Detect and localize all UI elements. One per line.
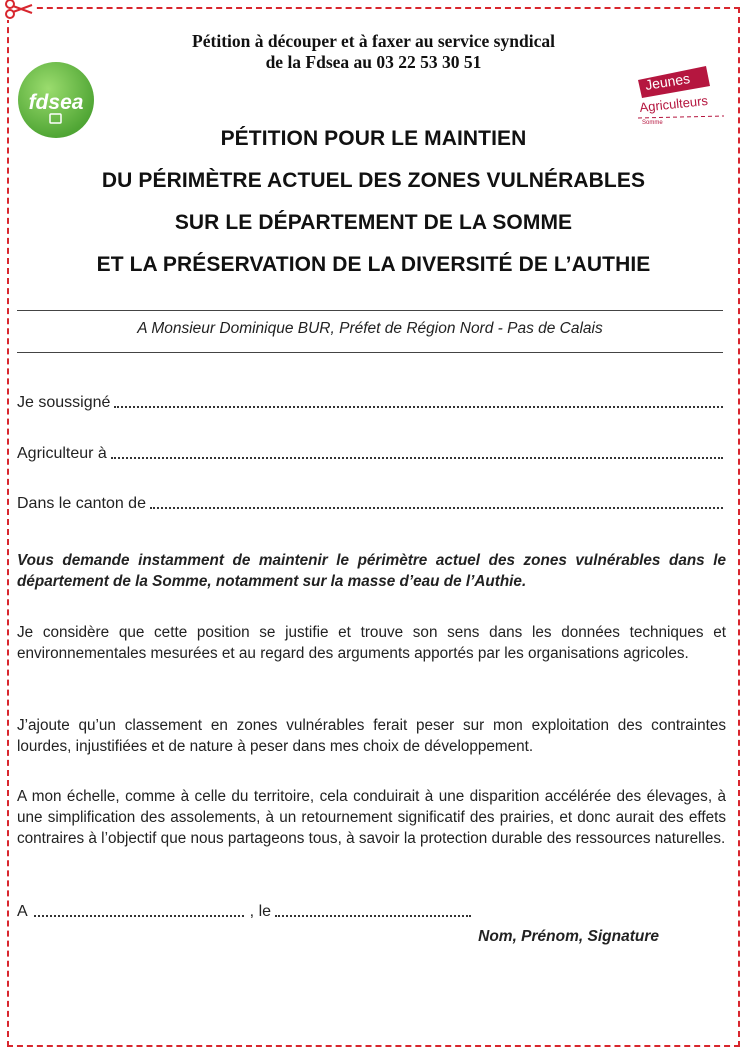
fax-instructions [110, 31, 637, 73]
demand-paragraph: Vous demande instamment de maintenir le périmètre actuel des zones vulnérables dans le département de la Somme, notamment sur la masse d’eau de l’Authie. [17, 552, 726, 590]
ja-logo-text-somme: Somme [642, 120, 663, 126]
soussigne-field[interactable] [17, 392, 723, 412]
title-line4: ET LA PRÉSERVATION DE LA DIVERSITÉ DE L’AUTHIE [96, 253, 651, 276]
agriculteur-label: Agriculteur à [17, 445, 107, 462]
place-label: A [17, 903, 28, 920]
title-line2: DU PÉRIMÈTRE ACTUEL DES ZONES VULNÉRABLES [101, 169, 646, 192]
canton-fill-line[interactable] [150, 507, 723, 509]
fax-instructions-line1: Pétition à découper et à faxer au service syndical [192, 31, 555, 51]
place-fill-line[interactable] [34, 915, 244, 917]
scissors-icon [2, 0, 36, 20]
divider-top [17, 310, 723, 311]
soussigne-fill-line[interactable] [114, 406, 723, 408]
ja-logo-text-jeunes: Jeunes [643, 70, 692, 93]
constraints-paragraph: J’ajoute qu’un classement en zones vulnérables ferait peser sur mon exploitation des contraintes lourdes, injustifiées et de nature à peser dans mes choix de développement. [17, 717, 726, 755]
justification-paragraph: Je considère que cette position se justifie et trouve son sens dans les données techniques et environnementales mesurées et au regard des arguments apportés par les organisations agricoles. [17, 624, 726, 662]
canton-label: Dans le canton de [17, 495, 146, 512]
canton-field[interactable] [17, 493, 723, 513]
place-date-line [17, 901, 497, 921]
agriculteur-field[interactable] [17, 443, 723, 463]
fax-instructions-line2: de la Fdsea au 03 22 53 30 51 [265, 52, 482, 72]
soussigne-label: Je soussigné [17, 394, 111, 411]
consequences-paragraph: A mon échelle, comme à celle du territoire, cela conduirait à une disparition accélérée des élevages, à une simplification des assolements, à un retournement significatif des prairies, et donc aurait des effets contraires à l’objectif que nous partageons tous, à savoir la protection durable des ressources naturelles. [17, 788, 726, 847]
date-fill-line[interactable] [275, 915, 471, 917]
petition-title [60, 118, 687, 286]
title-line3: SUR LE DÉPARTEMENT DE LA SOMME [174, 211, 573, 234]
agriculteur-fill-line[interactable] [111, 457, 723, 459]
signature-label: Nom, Prénom, Signature [478, 928, 659, 945]
title-line1: PÉTITION POUR LE MAINTIEN [220, 127, 527, 150]
jeunes-agriculteurs-logo [632, 66, 732, 126]
divider-bottom [17, 352, 723, 353]
ja-logo-text-agriculteurs: Agriculteurs [638, 92, 709, 115]
fdsea-logo-text: fdsea [28, 91, 84, 114]
addressee-line: A Monsieur Dominique BUR, Préfet de Région Nord - Pas de Calais [137, 320, 603, 337]
date-label: , le [249, 903, 272, 920]
